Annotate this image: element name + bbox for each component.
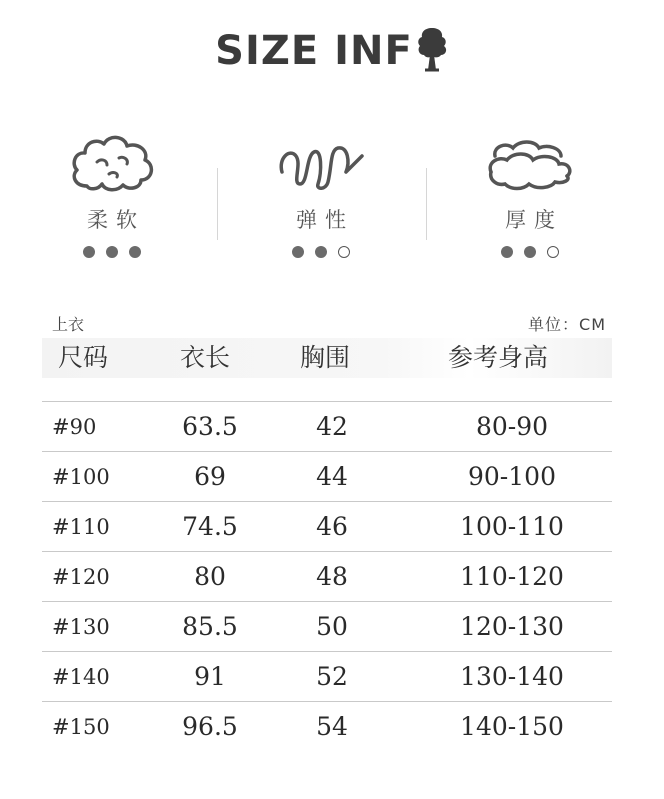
cell-length: 96.5 xyxy=(182,712,238,741)
header-height: 参考身高 xyxy=(448,343,549,372)
table-row xyxy=(42,451,612,501)
cell-height: 90-100 xyxy=(468,462,556,491)
table-row xyxy=(42,401,612,451)
header-chest: 胸围 xyxy=(300,343,351,372)
feature-label: 弹性 xyxy=(296,208,354,232)
table-row xyxy=(42,501,612,551)
cell-chest: 44 xyxy=(316,462,348,491)
header-size: 尺码 xyxy=(58,343,109,372)
rating-dots xyxy=(251,246,391,258)
unit-label: 单位：CM xyxy=(528,315,606,334)
rating-dot xyxy=(129,246,141,258)
rating-dots xyxy=(42,246,182,258)
table-row xyxy=(42,551,612,601)
cell-size: #130 xyxy=(52,615,110,639)
table-row xyxy=(42,651,612,701)
fabric-features xyxy=(0,128,664,268)
cell-length: 74.5 xyxy=(182,512,238,541)
cell-size: #90 xyxy=(52,415,97,439)
cell-chest: 54 xyxy=(316,712,348,741)
cell-height: 80-90 xyxy=(475,412,549,441)
rating-dot xyxy=(547,246,559,258)
cell-height: 130-140 xyxy=(460,662,564,691)
cell-length: 80 xyxy=(194,562,226,591)
cell-height: 100-110 xyxy=(460,512,564,541)
size-table xyxy=(42,401,612,751)
cell-height: 140-150 xyxy=(460,712,564,741)
rating-dot xyxy=(106,246,118,258)
cell-chest: 48 xyxy=(316,562,348,591)
cell-size: #140 xyxy=(52,665,110,689)
cell-size: #120 xyxy=(52,565,110,589)
rating-dot xyxy=(524,246,536,258)
cell-chest: 52 xyxy=(316,662,348,691)
rating-dot xyxy=(338,246,350,258)
feature-softness xyxy=(42,128,182,258)
cell-size: #100 xyxy=(52,465,110,489)
tree-icon xyxy=(415,26,449,72)
cell-length: 91 xyxy=(194,662,226,691)
spring-coil-icon xyxy=(276,128,366,198)
cell-size: #150 xyxy=(52,715,110,739)
page-title: SIZE INF xyxy=(215,28,413,74)
rating-dot xyxy=(315,246,327,258)
cell-size: #110 xyxy=(52,515,110,539)
cloud-icon xyxy=(67,128,157,198)
cell-height: 110-120 xyxy=(460,562,564,591)
layered-cloud-icon xyxy=(485,128,575,198)
rating-dot xyxy=(501,246,513,258)
cell-height: 120-130 xyxy=(460,612,564,641)
cell-length: 85.5 xyxy=(182,612,238,641)
cell-chest: 50 xyxy=(316,612,348,641)
cell-chest: 42 xyxy=(316,412,348,441)
table-row xyxy=(42,601,612,651)
divider xyxy=(426,168,427,240)
header-length: 衣长 xyxy=(180,343,231,372)
rating-dots xyxy=(460,246,600,258)
feature-elasticity xyxy=(251,128,391,258)
category-label: 上衣 xyxy=(52,315,85,334)
divider xyxy=(217,168,218,240)
page-title-block xyxy=(0,26,664,76)
cell-chest: 46 xyxy=(316,512,348,541)
feature-label: 柔软 xyxy=(87,208,145,232)
feature-thickness xyxy=(460,128,600,258)
rating-dot xyxy=(83,246,95,258)
table-row xyxy=(42,701,612,751)
cell-length: 69 xyxy=(194,462,226,491)
cell-length: 63.5 xyxy=(182,412,238,441)
feature-label: 厚度 xyxy=(505,208,563,232)
rating-dot xyxy=(292,246,304,258)
